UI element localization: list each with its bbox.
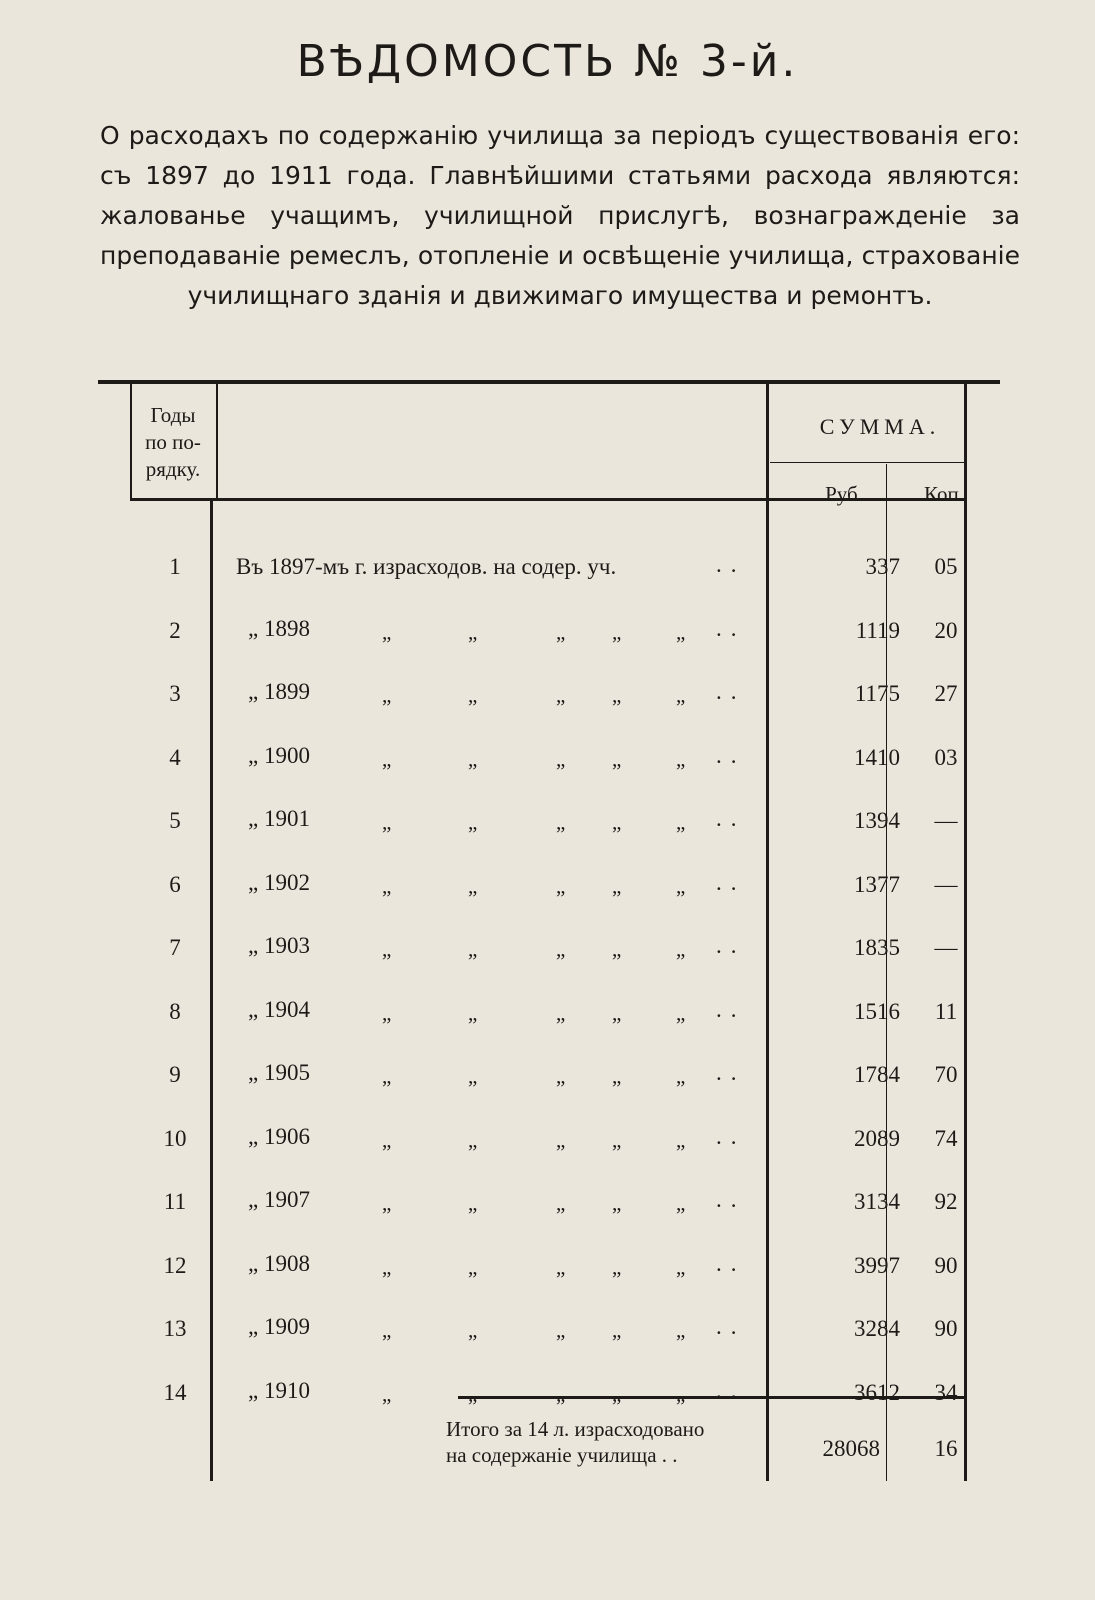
header-years — [128, 402, 218, 483]
ditto-mark: „ — [676, 746, 686, 771]
row-rub — [784, 872, 900, 898]
row-number: 3 — [169, 681, 181, 706]
row-rub-value: 337 — [865, 554, 900, 579]
ditto-mark: „ — [468, 1064, 478, 1088]
row-rub — [784, 618, 900, 644]
ditto-mark: „ — [612, 1254, 622, 1279]
row-rub-value: 1119 — [855, 617, 900, 643]
row-year: „ 1898 — [248, 615, 310, 641]
row-rub-value: 2089 — [854, 1125, 900, 1151]
ditto-mark: „ — [676, 1064, 686, 1088]
row-year: „ 1900 — [248, 742, 310, 768]
ditto-mark: „ — [556, 619, 566, 644]
total-label-line1: Итого за 14 л. израсходовано — [446, 1417, 705, 1441]
row-rub-value: 3134 — [854, 1189, 900, 1214]
row-number: 4 — [169, 744, 181, 770]
ditto-mark: „ — [612, 1127, 622, 1152]
table-row — [0, 612, 1095, 652]
table-row — [0, 675, 1095, 715]
row-rub — [784, 554, 900, 580]
ditto-mark: „ — [676, 683, 686, 707]
row-rub-value: 1516 — [854, 998, 900, 1024]
row-kop: 34 — [934, 1379, 958, 1405]
leader-dots: .. — [716, 742, 746, 768]
ditto-mark: „ — [556, 1254, 566, 1279]
ditto-mark: „ — [382, 810, 392, 834]
ditto-mark: „ — [382, 1191, 392, 1215]
ditto-mark: „ — [382, 1127, 392, 1152]
row-rub-value: 1377 — [854, 871, 900, 897]
ditto-mark: „ — [468, 1381, 478, 1406]
row-year: „ 1905 — [248, 1060, 310, 1085]
header-years-line2: по по- — [145, 430, 201, 454]
leader-dots: .. — [716, 869, 746, 895]
total-label — [446, 1416, 776, 1468]
total-label-line2: на содержаніе училища . . — [446, 1443, 678, 1467]
ditto-mark: „ — [468, 937, 478, 961]
row-rub — [784, 1253, 900, 1279]
ditto-mark: „ — [382, 1381, 392, 1406]
row-rub-value: 1784 — [854, 1062, 900, 1087]
row-kop: 03 — [934, 744, 958, 770]
table-row — [0, 1310, 1095, 1350]
row-kop: — — [934, 935, 958, 960]
row-rub — [784, 1189, 900, 1215]
row-kop: 05 — [934, 554, 958, 579]
row-rub — [784, 681, 900, 707]
leader-dots: .. — [716, 933, 746, 958]
row-kop: — — [934, 871, 958, 897]
ditto-mark: „ — [612, 683, 622, 707]
ditto-mark: „ — [382, 1318, 392, 1342]
table-row — [0, 1056, 1095, 1096]
leader-dots: .. — [716, 552, 746, 577]
row-number: 5 — [169, 808, 181, 833]
leader-dots: .. — [716, 615, 746, 641]
header-years-line1: Годы — [150, 403, 196, 427]
ditto-mark: „ — [382, 1254, 392, 1279]
ditto-mark: „ — [556, 810, 566, 834]
row-number: 13 — [163, 1316, 187, 1341]
header-rub: Руб. — [825, 482, 863, 506]
table-row — [0, 993, 1095, 1033]
ditto-mark: „ — [468, 1191, 478, 1215]
table-row — [0, 1247, 1095, 1287]
ditto-mark: „ — [556, 1000, 566, 1025]
table-top-rule — [98, 380, 1000, 384]
table-row — [0, 1183, 1095, 1223]
leader-dots: .. — [716, 679, 746, 704]
ditto-mark: „ — [468, 683, 478, 707]
ditto-mark: „ — [556, 937, 566, 961]
row-year: „ 1908 — [248, 1250, 310, 1276]
leader-dots: .. — [716, 1250, 746, 1276]
row-kop: 90 — [934, 1252, 958, 1278]
ditto-mark: „ — [556, 1127, 566, 1152]
ditto-mark: „ — [382, 1064, 392, 1088]
total-rub: 28068 — [822, 1436, 880, 1461]
table-row — [0, 1120, 1095, 1160]
leader-dots: .. — [716, 996, 746, 1022]
table-row — [0, 802, 1095, 842]
ditto-mark: „ — [612, 1191, 622, 1215]
ditto-mark: „ — [676, 937, 686, 961]
ditto-mark: „ — [468, 1318, 478, 1342]
row-rub-value: 1394 — [854, 808, 900, 833]
row-rub — [784, 745, 900, 771]
table-row — [0, 929, 1095, 969]
table-row — [0, 1374, 1095, 1414]
ditto-mark: „ — [612, 937, 622, 961]
intro-paragraph: О расходахъ по содержанію училища за періодъ существованія его: съ 1897 до 1911 года. Главнѣйшими статьями расхода являются: жалованье учащимъ, училищной прислугѣ, вознагражденіе за преподаваніе ремеслъ, отопленіе и освѣщеніе училища, страхованіе училищнаго зданія и движимаго имущества и ремонтъ. — [100, 121, 1020, 310]
header-summa: СУММА. — [819, 414, 941, 439]
row-rub — [784, 999, 900, 1025]
row-rub — [784, 1126, 900, 1152]
ditto-mark: „ — [612, 1381, 622, 1406]
ditto-mark: „ — [556, 1064, 566, 1088]
leader-dots: .. — [716, 1060, 746, 1085]
leader-dots: .. — [716, 1314, 746, 1339]
row-year: „ 1902 — [248, 869, 310, 895]
row-number: 9 — [169, 1062, 181, 1087]
row-rub — [784, 1316, 900, 1342]
ditto-mark: „ — [382, 937, 392, 961]
ditto-mark: „ — [382, 619, 392, 644]
row-year: „ 1910 — [248, 1377, 310, 1403]
row-kop: 90 — [934, 1316, 958, 1341]
table-row — [0, 739, 1095, 779]
ditto-mark: „ — [556, 1318, 566, 1342]
ditto-mark: „ — [612, 746, 622, 771]
ditto-mark: „ — [676, 810, 686, 834]
row-kop: 11 — [934, 998, 958, 1024]
row-rub-value: 1175 — [854, 681, 900, 706]
row-year: „ 1906 — [248, 1123, 310, 1149]
row-kop: 20 — [934, 617, 958, 643]
ditto-mark: „ — [556, 1191, 566, 1215]
row-rub — [784, 808, 900, 834]
row-kop: 74 — [934, 1125, 958, 1151]
ditto-mark: „ — [676, 1318, 686, 1342]
row-rub-value: 1410 — [854, 744, 900, 770]
row-description: Въ 1897-мъ г. израсходов. на содер. уч. — [236, 554, 617, 579]
row-number: 12 — [163, 1252, 187, 1278]
ditto-mark: „ — [612, 873, 622, 898]
ditto-mark: „ — [676, 1127, 686, 1152]
row-kop: 70 — [934, 1062, 958, 1087]
ditto-mark: „ — [612, 1064, 622, 1088]
row-year: „ 1904 — [248, 996, 310, 1022]
header-kop: Коп. — [924, 482, 964, 506]
row-number: 8 — [169, 998, 181, 1024]
leader-dots: .. — [716, 806, 746, 831]
ditto-mark: „ — [468, 619, 478, 644]
row-kop: — — [934, 808, 958, 833]
leader-dots: .. — [716, 1123, 746, 1149]
ditto-mark: „ — [468, 1254, 478, 1279]
summa-divider-rule — [770, 462, 964, 463]
row-year: „ 1907 — [248, 1187, 310, 1212]
ditto-mark: „ — [612, 1000, 622, 1025]
ditto-mark: „ — [382, 683, 392, 707]
row-number: 14 — [163, 1379, 187, 1405]
row-rub-value: 3284 — [854, 1316, 900, 1341]
ditto-mark: „ — [556, 746, 566, 771]
ditto-mark: „ — [382, 1000, 392, 1025]
ditto-mark: „ — [676, 1381, 686, 1406]
ditto-mark: „ — [676, 1254, 686, 1279]
ditto-mark: „ — [612, 619, 622, 644]
ditto-mark: „ — [468, 810, 478, 834]
row-year: „ 1901 — [248, 806, 310, 831]
ditto-mark: „ — [468, 1000, 478, 1025]
row-year: „ 1903 — [248, 933, 310, 958]
total-kop: 16 — [934, 1436, 958, 1461]
ditto-mark: „ — [612, 810, 622, 834]
row-number: 7 — [169, 935, 181, 960]
row-rub-value: 1835 — [854, 935, 900, 960]
leader-dots: .. — [716, 1187, 746, 1212]
page-title: ВѢДОМОСТЬ № 3-й. — [296, 36, 799, 87]
row-number: 1 — [169, 554, 181, 579]
ditto-mark: „ — [612, 1318, 622, 1342]
ditto-mark: „ — [468, 746, 478, 771]
row-number: 6 — [169, 871, 181, 897]
row-rub-value: 3997 — [854, 1252, 900, 1278]
ditto-mark: „ — [556, 683, 566, 707]
ditto-mark: „ — [676, 1191, 686, 1215]
ditto-mark: „ — [676, 619, 686, 644]
row-rub — [784, 1380, 900, 1406]
row-year: „ 1909 — [248, 1314, 310, 1339]
row-year: „ 1899 — [248, 679, 310, 704]
row-rub-value: 3612 — [854, 1379, 900, 1405]
ditto-mark: „ — [556, 873, 566, 898]
ditto-mark: „ — [676, 1000, 686, 1025]
ditto-mark: „ — [382, 746, 392, 771]
ditto-mark: „ — [676, 873, 686, 898]
ditto-mark: „ — [468, 873, 478, 898]
row-kop: 92 — [934, 1189, 958, 1214]
header-years-line3: рядку. — [145, 457, 201, 481]
ditto-mark: „ — [382, 873, 392, 898]
leader-dots: .. — [716, 1377, 746, 1403]
row-number: 10 — [163, 1125, 187, 1151]
row-number: 2 — [169, 617, 181, 643]
row-rub — [784, 935, 900, 961]
row-rub — [784, 1062, 900, 1088]
table-row — [0, 548, 1095, 588]
ditto-mark: „ — [556, 1381, 566, 1406]
ditto-mark: „ — [468, 1127, 478, 1152]
table-row — [0, 866, 1095, 906]
row-number: 11 — [163, 1189, 187, 1214]
row-kop: 27 — [934, 681, 958, 706]
